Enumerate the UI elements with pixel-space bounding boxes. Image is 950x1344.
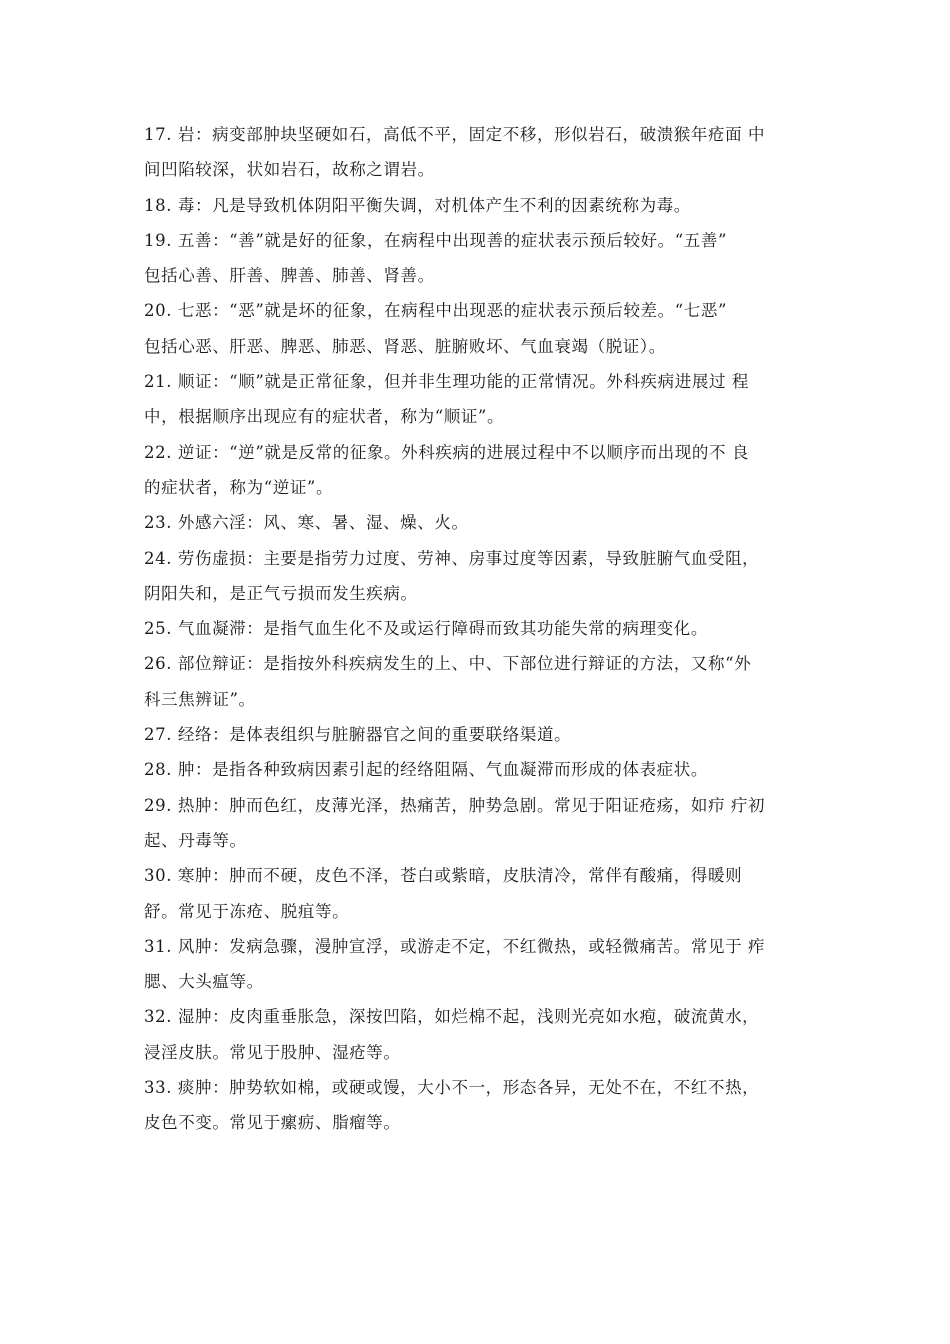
text-line: 包括心善、肝善、脾善、肺善、肾善。 [144,266,435,286]
definition-entry [144,929,812,1000]
definition-entry [144,541,812,612]
text-line: 浸淫皮肤。常见于股肿、湿疮等。 [144,1042,401,1062]
text-line: 22. 逆证：“逆”就是反常的征象。外科疾病的进展过程中不以顺序而出现的不 良 [144,442,750,462]
text-line: 皮色不变。常见于瘰疬、脂瘤等。 [144,1113,401,1133]
text-line: 29. 热肿：肿而色红，皮薄光泽，热痛苦，肿势急剧。常见于阳证疮疡，如疖 疔初 [144,795,766,815]
text-line: 18. 毒：凡是导致机体阴阳平衡失调，对机体产生不利的因素统称为毒。 [144,195,691,215]
text-line: 中，根据顺序出现应有的症状者，称为“顺证”。 [144,407,505,427]
definition-entry [144,611,812,646]
definition-entry [144,858,812,929]
text-line: 32. 湿肿：皮肉重垂胀急，深按凹陷，如烂棉不起，浅则光亮如水疱，破流黄水， [144,1007,760,1027]
text-line: 27. 经络：是体表组织与脏腑器官之间的重要联络渠道。 [144,725,572,745]
definition-entry [144,788,812,859]
definition-entry [144,646,812,717]
text-line: 28. 肿：是指各种致病因素引起的经络阻隔、气血凝滞而形成的体表症状。 [144,760,708,780]
definition-entry [144,117,812,188]
text-line: 的症状者，称为“逆证”。 [144,477,334,497]
text-line: 25. 气血凝滞：是指气血生化不及或运行障碍而致其功能失常的病理变化。 [144,619,708,639]
definition-entry [144,435,812,506]
text-line: 21. 顺证：“顺”就是正常征象，但并非生理功能的正常情况。外科疾病进展过 程 [144,372,750,392]
definition-entry [144,188,812,223]
definition-entry [144,293,812,364]
text-line: 33. 痰肿：肿势软如棉，或硬或馒，大小不一，形态各异，无处不在，不红不热， [144,1078,760,1098]
definition-entry [144,505,812,540]
text-line: 舒。常见于冻疮、脱疽等。 [144,901,350,921]
definition-entry [144,717,812,752]
definition-entry [144,752,812,787]
definition-entry [144,364,812,435]
definition-entry [144,1070,812,1141]
text-line: 17. 岩：病变部肿块坚硬如石，高低不平，固定不移，形似岩石，破溃猴年疮面 中 [144,125,766,144]
document-body [144,117,812,1141]
text-line: 23. 外感六淫：风、寒、暑、湿、燥、火。 [144,513,469,533]
text-line: 30. 寒肿：肿而不硬，皮色不泽，苍白或紫暗，皮肤清冷，常伴有酸痛，得暖则 [144,866,743,886]
text-line: 31. 风肿：发病急骤，漫肿宣浮，或游走不定，不红微热，或轻微痛苦。常见于 痄 [144,936,766,956]
text-line: 26. 部位辩证：是指按外科疾病发生的上、中、下部位进行辩证的方法，又称“外 [144,654,752,674]
text-line: 腮、大头瘟等。 [144,972,264,992]
definition-entry [144,223,812,294]
text-line: 20. 七恶：“恶”就是坏的征象，在病程中出现恶的症状表示预后较差。“七恶” [144,301,728,321]
text-line: 阴阳失和，是正气亏损而发生疾病。 [144,583,418,603]
text-line: 24. 劳伤虚损：主要是指劳力过度、劳神、房事过度等因素，导致脏腑气血受阻， [144,548,760,568]
text-line: 19. 五善：“善”就是好的征象，在病程中出现善的症状表示预后较好。“五善” [144,230,728,250]
text-line: 科三焦辨证”。 [144,689,256,709]
text-line: 起、丹毒等。 [144,830,247,850]
text-line: 间凹陷较深，状如岩石，故称之谓岩。 [144,160,435,180]
text-line: 包括心恶、肝恶、脾恶、肺恶、肾恶、脏腑败坏、气血衰竭（脱证）。 [144,336,666,356]
definition-entry [144,999,812,1070]
